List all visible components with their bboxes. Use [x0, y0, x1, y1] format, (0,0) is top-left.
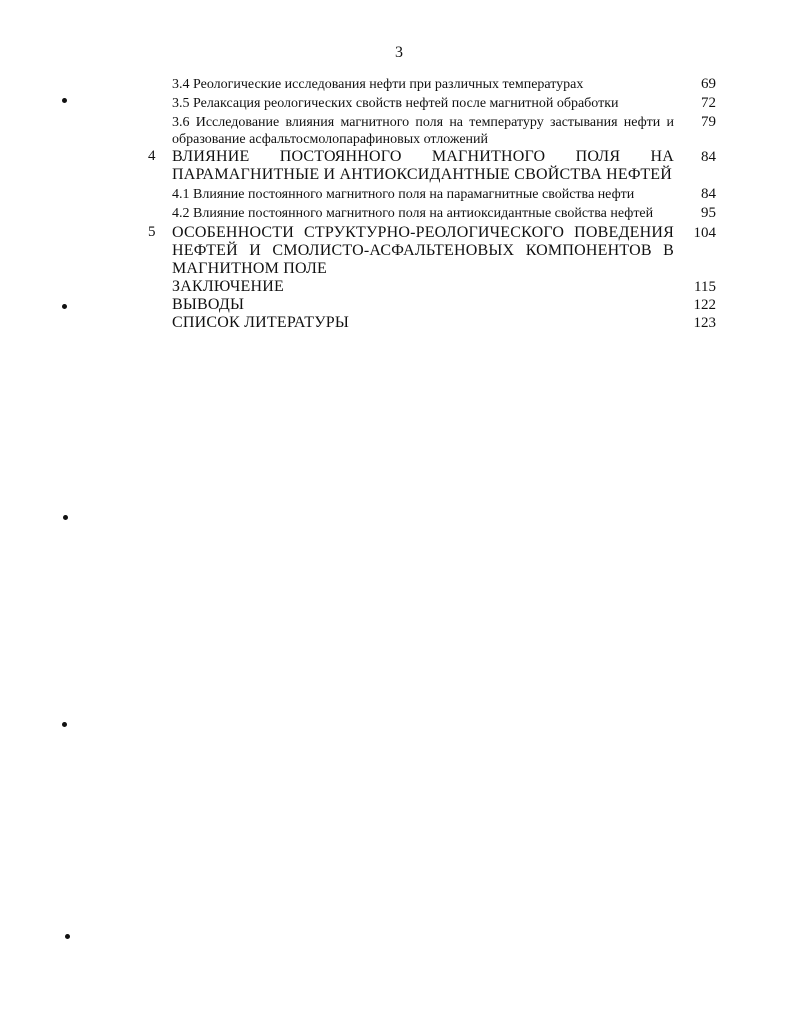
binder-hole-mark [62, 304, 67, 309]
toc-entry-title: 4.2 Влияние постоянного магнитного поля на антиоксидантные свойства нефтей [172, 206, 654, 221]
toc-entry-number: 4 [148, 148, 156, 164]
toc-entry-page: 84 [701, 149, 716, 165]
toc-entry-3-4 [140, 76, 720, 93]
page-number: 3 [395, 44, 403, 61]
toc-entry-page: 69 [701, 76, 716, 92]
binder-hole-mark [63, 515, 68, 520]
toc-entry-page: 123 [693, 315, 716, 331]
toc-entry-page: 122 [693, 297, 716, 313]
toc-chapter-5 [140, 224, 720, 278]
toc-entry-title: ОСОБЕННОСТИ СТРУКТУРНО-РЕОЛОГИЧЕСКОГО ПОВЕДЕНИЯ НЕФТЕЙ И СМОЛИСТО-АСФАЛЬТЕНОВЫХ КОМПОНЕНТОВ В МАГНИТНОМ ПОЛЕ [172, 224, 674, 277]
toc-entry-title: 4.1 Влияние постоянного магнитного поля на парамагнитные свойства нефти [172, 187, 635, 202]
toc-entry-page: 84 [701, 186, 716, 202]
binder-hole-mark [62, 722, 67, 727]
toc-entry-page: 95 [701, 205, 716, 221]
toc-references [140, 314, 720, 332]
toc-entry-title: 3.5 Релаксация реологических свойств нефтей после магнитной обработки [172, 96, 619, 111]
toc-chapter-4 [140, 148, 720, 184]
binder-hole-mark [65, 934, 70, 939]
toc-entry-4-2 [140, 205, 720, 222]
toc-entry-3-6 [140, 114, 720, 148]
toc-entry-4-1 [140, 186, 720, 203]
toc-entry-title: ЗАКЛЮЧЕНИЕ [172, 278, 284, 295]
toc-entry-page: 104 [693, 225, 716, 241]
toc-entry-3-5 [140, 95, 720, 112]
toc-conclusion [140, 278, 720, 296]
toc-entry-title: ВЛИЯНИЕ ПОСТОЯННОГО МАГНИТНОГО ПОЛЯ НА ПАРАМАГНИТНЫЕ И АНТИОКСИДАНТНЫЕ СВОЙСТВА НЕФТЕЙ [172, 148, 674, 183]
toc-entry-title: 3.6 Исследование влияния магнитного поля на температуру застывания нефти и образование асфальтосмолопарафиновых отложений [172, 115, 674, 147]
toc-entry-title: 3.4 Реологические исследования нефти при различных температурах [172, 77, 584, 92]
table-of-contents [140, 76, 720, 332]
toc-entry-title: СПИСОК ЛИТЕРАТУРЫ [172, 314, 349, 331]
toc-entry-number: 5 [148, 224, 156, 240]
toc-entry-title: ВЫВОДЫ [172, 296, 245, 313]
toc-findings [140, 296, 720, 314]
toc-entry-page: 79 [701, 114, 716, 130]
toc-entry-page: 115 [694, 279, 716, 295]
binder-hole-mark [62, 98, 67, 103]
toc-entry-page: 72 [701, 95, 716, 111]
